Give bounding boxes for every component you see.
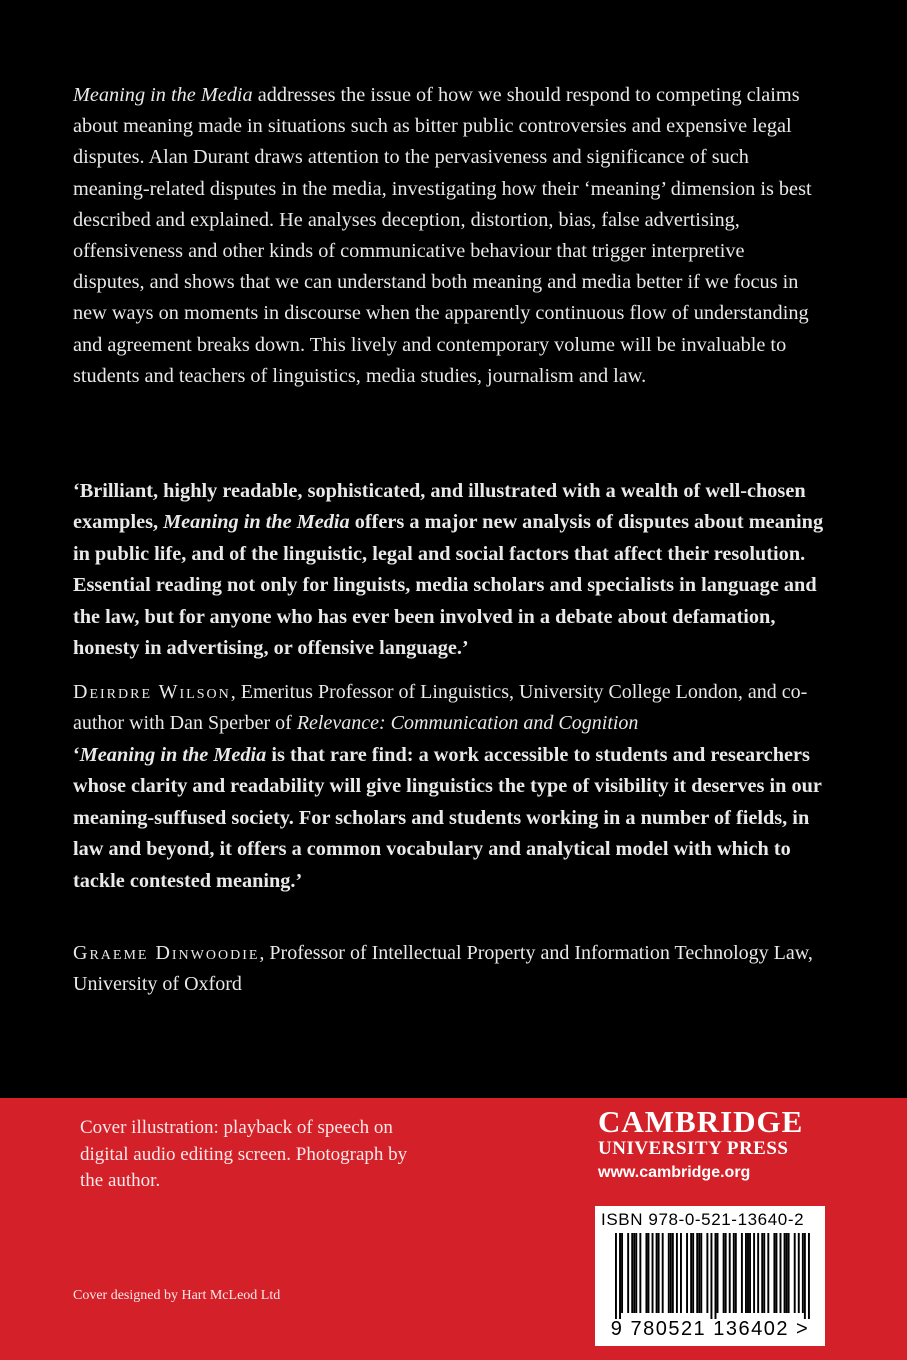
cover-designer-credit: Cover designed by Hart McLeod Ltd — [73, 1288, 281, 1303]
review-attribution-2 — [73, 938, 833, 1000]
publisher-url[interactable]: www.cambridge.org — [598, 1164, 751, 1181]
book-description — [73, 80, 813, 392]
reviewer-1-book: Relevance: Communication and Cognition — [296, 712, 639, 734]
reviewer-2-name: Graeme Dinwoodie — [73, 942, 260, 964]
publisher-name: CAMBRIDGE — [598, 1104, 804, 1139]
book-title: Meaning in the Media — [73, 84, 253, 106]
reviewer-1-name: Deirdre Wilson — [73, 681, 231, 703]
review-2-open-quote: ‘ — [73, 744, 80, 766]
reviewer-1-role: , Emeritus Professor of Linguistics, University College London, and co-author with Dan Sperber of — [73, 681, 808, 734]
cover-illustration-credit: Cover illustration: playback of speech on digital audio editing screen. Photograph by the author. — [80, 1117, 408, 1192]
publisher-subtitle: UNIVERSITY PRESS — [598, 1138, 789, 1159]
review-1-title: Meaning in the Media — [163, 511, 350, 534]
reviewer-2-role: , Professor of Intellectual Property and Information Technology Law, University of Oxford — [73, 942, 813, 995]
barcode-bars — [615, 1233, 810, 1319]
isbn-barcode — [595, 1206, 825, 1346]
review-1-text-b: offers a major new analysis of disputes about meaning in public life, and of the linguistic, legal and social factors that affect their resolution. Essential reading not only for linguists, media scholars and specialists in language and the law, but for anyone who has ever been involved in a debate about defamation, honesty in advertising, or offensive language.’ — [73, 511, 824, 660]
publisher-logo — [598, 1106, 838, 1184]
red-footer-band — [0, 1098, 907, 1360]
review-1-text-a: ‘Brilliant, highly readable, sophisticated, and illustrated with a wealth of well-chosen examples, — [73, 480, 806, 534]
isbn-label: ISBN 978-0-521-13640-2 — [601, 1210, 805, 1229]
description-text: addresses the issue of how we should respond to competing claims about meaning made in situations such as bitter public controversies and expensive legal disputes. Alan Durant draws attention to the pervasiveness and significance of such meaning-related disputes in the media, investigating how their ‘meaning’ dimension is best described and explained. He analyses deception, distortion, bias, false advertising, offensiveness and other kinds of communicative behaviour that trigger interpretive disputes, and shows that we can understand both meaning and media better if we focus in new ways on moments in discourse when the apparently continuous flow of understanding and agreement breaks down. This lively and contemporary volume will be invaluable to students and teachers of linguistics, media studies, journalism and law. — [73, 84, 812, 387]
review-quote-1 — [73, 476, 843, 664]
review-2-text: is that rare find: a work accessible to students and researchers whose clarity and readability will give linguistics the type of visibility it deserves in our meaning-suffused society. For scholars and students working in a number of fields, in law and beyond, it offers a common vocabulary and analytical model with which to tackle contested meaning.’ — [73, 744, 822, 892]
review-attribution-1 — [73, 677, 833, 739]
barcode-digits: 9 780521 136402 > — [610, 1318, 810, 1340]
review-quote-2 — [73, 740, 843, 897]
review-2-title: Meaning in the Media — [79, 744, 267, 766]
